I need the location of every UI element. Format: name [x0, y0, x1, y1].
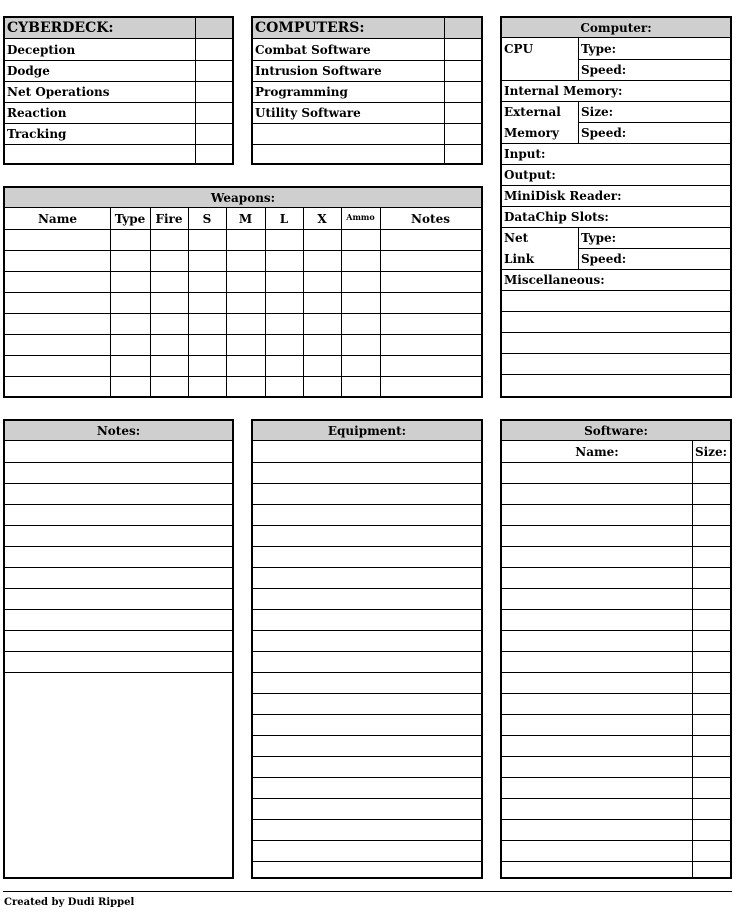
software-header: Software:	[502, 421, 730, 441]
footer-credit: Created by Dudi Rippel	[4, 897, 135, 908]
col-notes: Notes	[411, 212, 450, 226]
net-type-label: Type:	[581, 231, 617, 245]
memory-size-label: Size:	[581, 105, 614, 119]
notes-box	[3, 419, 234, 879]
col-m: M	[238, 212, 253, 226]
computer-header: Computer:	[502, 18, 730, 38]
misc-label: Miscellaneous:	[504, 273, 605, 287]
minidisk-label: MiniDisk Reader:	[504, 189, 622, 203]
equipment-box	[251, 419, 483, 879]
notes-header: Notes:	[5, 421, 232, 441]
link-speed-label: Speed:	[581, 252, 627, 266]
input-label: Input:	[504, 147, 546, 161]
skill-net-operations: Net Operations	[7, 85, 110, 99]
skill-intrusion-software: Intrusion Software	[255, 64, 382, 78]
col-x: X	[317, 212, 327, 226]
skill-dodge: Dodge	[7, 64, 50, 78]
col-name: Name	[37, 212, 78, 226]
skill-tracking: Tracking	[7, 127, 67, 141]
software-box	[500, 419, 732, 879]
link-label: Link	[504, 252, 535, 266]
skill-utility-software: Utility Software	[255, 106, 361, 120]
software-size-col: Size:	[694, 445, 728, 459]
cyberdeck-title: CYBERDECK:	[7, 20, 114, 36]
software-name-col: Name:	[575, 445, 619, 459]
memory-label: Memory	[504, 126, 559, 140]
cpu-speed-label: Speed:	[581, 63, 627, 77]
computer-box	[500, 16, 732, 398]
computers-box	[251, 16, 483, 165]
footer-divider	[3, 891, 732, 892]
col-s: S	[202, 212, 212, 226]
cpu-label: CPU	[504, 42, 534, 56]
external-label: External	[504, 105, 561, 119]
net-label: Net	[504, 231, 529, 245]
col-fire: Fire	[155, 212, 183, 226]
skill-programming: Programming	[255, 85, 348, 99]
equipment-header: Equipment:	[253, 421, 481, 441]
col-l: L	[279, 212, 289, 226]
col-ammo: Ammo	[346, 212, 375, 222]
datachip-label: DataChip Slots:	[504, 210, 609, 224]
output-label: Output:	[504, 168, 556, 182]
skill-reaction: Reaction	[7, 106, 67, 120]
cyberdeck-box	[3, 16, 234, 165]
weapons-box	[3, 186, 483, 398]
computers-title: COMPUTERS:	[255, 20, 365, 36]
cpu-type-label: Type:	[581, 42, 617, 56]
weapons-header: Weapons:	[5, 188, 481, 208]
col-type: Type	[114, 212, 146, 226]
internal-memory-label: Internal Memory:	[504, 84, 623, 98]
skill-deception: Deception	[7, 43, 76, 57]
memory-speed-label: Speed:	[581, 126, 627, 140]
skill-combat-software: Combat Software	[255, 43, 371, 57]
